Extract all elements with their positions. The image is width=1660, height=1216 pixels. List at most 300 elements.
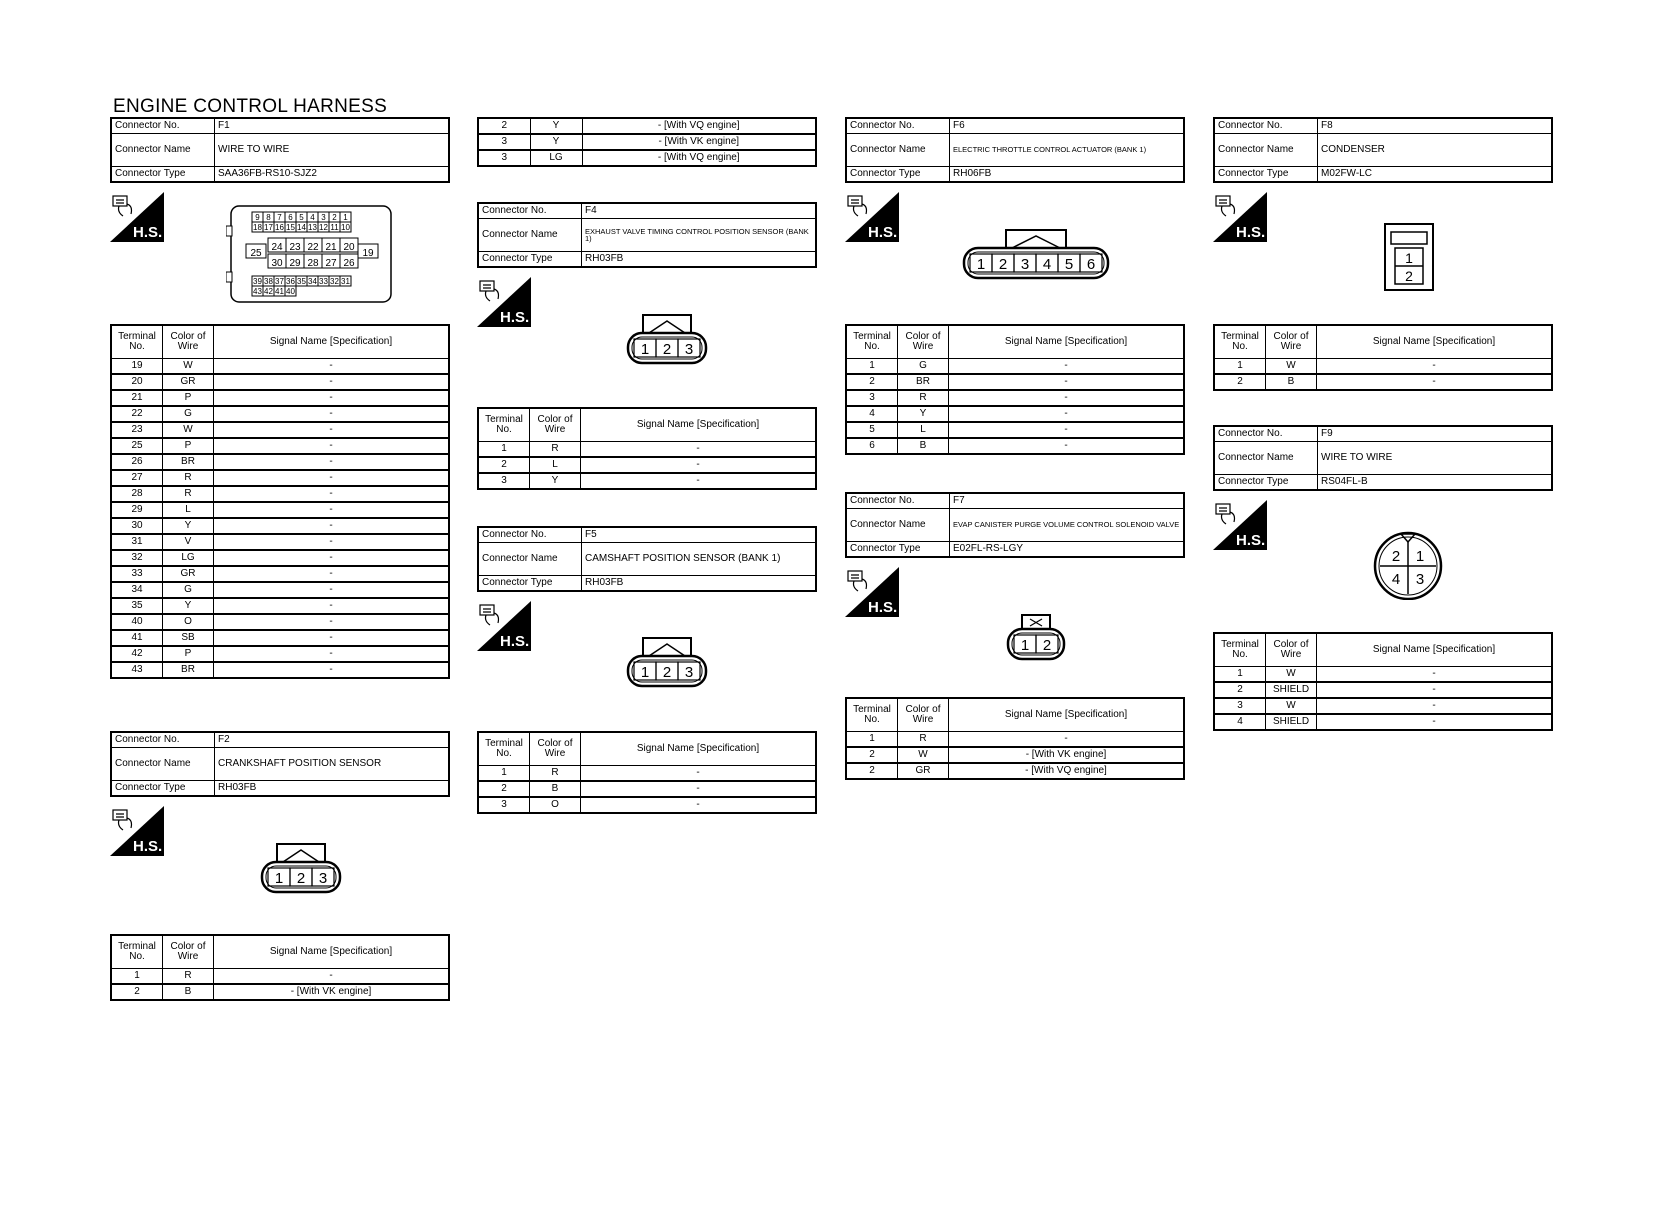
connector-f1-terminals: [110, 324, 450, 679]
connector-f4-info: [477, 202, 817, 268]
connector-f7-face: [1002, 607, 1082, 667]
pin-label: 2: [332, 213, 337, 222]
signal-name-cell: -: [214, 582, 450, 598]
signal-name-cell: -: [581, 797, 817, 813]
table-row: [1214, 714, 1552, 730]
connector-type-value: RH03FB: [582, 576, 817, 592]
connector-f1-info: [110, 117, 450, 183]
terminal-no-cell: 27: [111, 470, 163, 486]
pin-label: 42: [264, 287, 273, 296]
pin-label: 3: [684, 664, 694, 681]
pin-label: 40: [286, 287, 295, 296]
table-row: [111, 406, 449, 422]
hs-icon: [110, 806, 164, 856]
table-row: [846, 374, 1184, 390]
wire-color-cell: SB: [163, 630, 214, 646]
signal-header: Signal Name [Specification]: [1317, 633, 1553, 667]
connector-no-value: F4: [582, 203, 817, 219]
table-row: [111, 518, 449, 534]
signal-name-cell: -: [214, 374, 450, 390]
terminal-no-cell: 2: [478, 781, 530, 797]
color-header: Color of Wire: [163, 325, 214, 359]
hs-label: H.S.: [1236, 532, 1266, 549]
signal-name-cell: -: [214, 630, 450, 646]
signal-name-cell: -: [1317, 667, 1553, 683]
pin-label: 1: [274, 870, 284, 887]
connector-name-label: Connector Name: [1214, 134, 1318, 167]
connector-f4-terminals: [477, 407, 817, 490]
color-header: Color of Wire: [898, 698, 949, 732]
terminal-no-cell: 3: [846, 390, 898, 406]
terminal-no-cell: 1: [111, 969, 163, 985]
pin-label: 14: [297, 223, 306, 232]
pin-label: 2: [998, 256, 1008, 273]
connector-no-label: Connector No.: [846, 493, 950, 509]
terminal-no-cell: 20: [111, 374, 163, 390]
terminal-no-cell: 26: [111, 454, 163, 470]
connector-f9-face: [1370, 528, 1450, 600]
connector-no-label: Connector No.: [1214, 426, 1318, 442]
wire-color-cell: R: [163, 486, 214, 502]
signal-name-cell: -: [949, 374, 1185, 390]
table-row: [111, 422, 449, 438]
wire-color-cell: W: [163, 359, 214, 375]
pin-label: 33: [319, 277, 328, 286]
hs-icon: [477, 277, 531, 327]
signal-name-cell: -: [214, 969, 450, 985]
wire-color-cell: SHIELD: [1266, 714, 1317, 730]
connector-type-value: E02FL-RS-LGY: [950, 542, 1185, 558]
table-row: [111, 502, 449, 518]
pin-label: 4: [1391, 571, 1401, 588]
wire-color-cell: GR: [163, 374, 214, 390]
pin-label: 10: [341, 223, 350, 232]
pin-label: 16: [275, 223, 284, 232]
connector-no-label: Connector No.: [111, 732, 215, 748]
pin-label: 1: [1415, 548, 1425, 565]
wire-color-cell: GR: [163, 566, 214, 582]
signal-name-cell: -: [949, 359, 1185, 375]
signal-name-cell: -: [949, 422, 1185, 438]
table-row: [111, 630, 449, 646]
terminal-no-cell: 1: [1214, 667, 1266, 683]
connector-type-label: Connector Type: [846, 167, 950, 183]
hs-icon: [845, 192, 899, 242]
signal-header: Signal Name [Specification]: [1317, 325, 1553, 359]
signal-name-cell: -: [214, 406, 450, 422]
terminal-no-cell: 2: [1214, 374, 1266, 390]
terminal-no-cell: 2: [111, 984, 163, 1000]
wire-color-cell: B: [1266, 374, 1317, 390]
wire-color-cell: G: [163, 406, 214, 422]
connector-no-value: F7: [950, 493, 1185, 509]
terminal-no-cell: 35: [111, 598, 163, 614]
pin-label: 24: [271, 242, 283, 253]
wire-color-cell: R: [530, 766, 581, 782]
table-row: [111, 390, 449, 406]
connector-no-value: F2: [215, 732, 450, 748]
wire-color-cell: W: [898, 747, 949, 763]
pin-label: 19: [362, 248, 374, 259]
signal-name-cell: -: [214, 438, 450, 454]
connector-name-label: Connector Name: [111, 748, 215, 781]
terminal-no-cell: 1: [478, 442, 530, 458]
pin-label: 34: [308, 277, 317, 286]
wire-color-cell: P: [163, 438, 214, 454]
terminal-no-header: Terminal No.: [846, 325, 898, 359]
connector-f8-terminals: [1213, 324, 1553, 391]
pin-label: 17: [264, 223, 273, 232]
wire-color-cell: LG: [530, 150, 582, 166]
table-row: [111, 969, 449, 985]
pin-label: 11: [330, 223, 339, 232]
terminal-no-cell: 25: [111, 438, 163, 454]
terminal-no-cell: 4: [846, 406, 898, 422]
terminal-no-cell: 6: [846, 438, 898, 454]
terminal-no-cell: 29: [111, 502, 163, 518]
wire-color-cell: Y: [530, 118, 582, 134]
connector-f5-info: [477, 526, 817, 592]
wire-color-cell: O: [530, 797, 581, 813]
connector-type-value: RH03FB: [582, 252, 817, 268]
connector-f5-terminals: [477, 731, 817, 814]
color-header: Color of Wire: [1266, 633, 1317, 667]
terminal-no-header: Terminal No.: [1214, 633, 1266, 667]
terminal-no-cell: 1: [1214, 359, 1266, 375]
table-row: [111, 454, 449, 470]
terminal-no-header: Terminal No.: [111, 935, 163, 969]
signal-name-cell: - [With VK engine]: [214, 984, 450, 1000]
connector-name-value: EVAP CANISTER PURGE VOLUME CONTROL SOLENOID VALVE: [950, 509, 1185, 542]
pin-label: 1: [640, 664, 650, 681]
wire-color-cell: Y: [898, 406, 949, 422]
connector-type-label: Connector Type: [111, 781, 215, 797]
table-row: [1214, 374, 1552, 390]
hs-icon: [477, 601, 531, 651]
terminal-no-header: Terminal No.: [1214, 325, 1266, 359]
terminal-no-header: Terminal No.: [478, 408, 530, 442]
terminal-no-cell: 2: [478, 457, 530, 473]
hs-label: H.S.: [500, 633, 530, 650]
signal-header: Signal Name [Specification]: [949, 698, 1185, 732]
color-header: Color of Wire: [1266, 325, 1317, 359]
terminal-no-cell: 43: [111, 662, 163, 678]
connector-f9-terminals: [1213, 632, 1553, 731]
pin-label: 2: [296, 870, 306, 887]
table-row: [478, 797, 816, 813]
wire-color-cell: P: [163, 390, 214, 406]
pin-label: 43: [253, 287, 262, 296]
connector-no-label: Connector No.: [1214, 118, 1318, 134]
connector-no-value: F1: [215, 118, 450, 134]
terminal-no-cell: 34: [111, 582, 163, 598]
connector-name-label: Connector Name: [846, 509, 950, 542]
wire-color-cell: L: [898, 422, 949, 438]
signal-name-cell: -: [214, 486, 450, 502]
table-row: [111, 534, 449, 550]
pin-label: 1: [343, 213, 348, 222]
signal-name-cell: - [With VQ engine]: [949, 763, 1185, 779]
connector-type-label: Connector Type: [478, 576, 582, 592]
pin-label: 22: [307, 242, 319, 253]
connector-name-label: Connector Name: [478, 543, 582, 576]
pin-label: 2: [1405, 268, 1413, 284]
pin-label: 15: [286, 223, 295, 232]
signal-name-cell: -: [214, 550, 450, 566]
table-row: [478, 134, 816, 150]
terminal-no-cell: 22: [111, 406, 163, 422]
connector-no-value: F6: [950, 118, 1185, 134]
table-row: [846, 390, 1184, 406]
table-row: [111, 486, 449, 502]
hs-label: H.S.: [868, 599, 898, 616]
table-row: [478, 781, 816, 797]
connector-f2-terminals: [110, 934, 450, 1001]
signal-name-cell: -: [581, 442, 817, 458]
connector-name-value: CONDENSER: [1318, 134, 1553, 167]
hs-label: H.S.: [133, 838, 163, 855]
connector-name-value: EXHAUST VALVE TIMING CONTROL POSITION SENSOR (BANK 1): [582, 219, 817, 252]
signal-name-cell: -: [214, 566, 450, 582]
wire-color-cell: BR: [163, 662, 214, 678]
signal-header: Signal Name [Specification]: [581, 732, 817, 766]
pin-label: 1: [1405, 250, 1413, 266]
terminal-no-cell: 23: [111, 422, 163, 438]
signal-name-cell: - [With VK engine]: [582, 134, 816, 150]
connector-type-label: Connector Type: [846, 542, 950, 558]
connector-type-label: Connector Type: [1214, 475, 1318, 491]
terminal-no-cell: 40: [111, 614, 163, 630]
connector-f6-face: [958, 226, 1128, 286]
table-row: [478, 473, 816, 489]
pin-label: 26: [343, 258, 355, 269]
table-row: [111, 470, 449, 486]
signal-name-cell: -: [949, 406, 1185, 422]
pin-label: 3: [318, 870, 328, 887]
signal-name-cell: - [With VQ engine]: [582, 150, 816, 166]
signal-name-cell: -: [214, 518, 450, 534]
terminal-no-cell: 2: [846, 374, 898, 390]
pin-label: 2: [662, 664, 672, 681]
connector-f6-info: [845, 117, 1185, 183]
signal-name-cell: -: [1317, 714, 1553, 730]
connector-type-value: RH03FB: [215, 781, 450, 797]
pin-label: 2: [662, 341, 672, 358]
signal-header: Signal Name [Specification]: [214, 325, 450, 359]
signal-header: Signal Name [Specification]: [949, 325, 1185, 359]
signal-name-cell: -: [949, 438, 1185, 454]
wire-color-cell: O: [163, 614, 214, 630]
pin-label: 39: [253, 277, 262, 286]
wire-color-cell: BR: [898, 374, 949, 390]
pin-label: 23: [289, 242, 301, 253]
signal-name-cell: -: [214, 662, 450, 678]
connector-f2-face: [256, 840, 356, 900]
pin-label: 31: [341, 277, 350, 286]
connector-no-label: Connector No.: [846, 118, 950, 134]
wire-color-cell: W: [1266, 698, 1317, 714]
pin-label: 6: [288, 213, 293, 222]
table-row: [111, 614, 449, 630]
connector-type-label: Connector Type: [478, 252, 582, 268]
wire-color-cell: B: [530, 781, 581, 797]
terminal-no-cell: 2: [846, 747, 898, 763]
wire-color-cell: B: [163, 984, 214, 1000]
pin-label: 2: [1042, 637, 1052, 654]
wire-color-cell: SHIELD: [1266, 682, 1317, 698]
pin-label: 21: [325, 242, 337, 253]
signal-header: Signal Name [Specification]: [581, 408, 817, 442]
hs-label: H.S.: [133, 224, 163, 241]
connector-name-label: Connector Name: [1214, 442, 1318, 475]
connector-name-value: CAMSHAFT POSITION SENSOR (BANK 1): [582, 543, 817, 576]
wire-color-cell: W: [163, 422, 214, 438]
connector-no-value: F8: [1318, 118, 1553, 134]
pin-label: 3: [1020, 256, 1030, 273]
terminal-no-cell: 28: [111, 486, 163, 502]
connector-name-label: Connector Name: [846, 134, 950, 167]
wire-color-cell: R: [898, 732, 949, 748]
terminal-no-cell: 19: [111, 359, 163, 375]
signal-name-cell: -: [214, 359, 450, 375]
terminal-no-cell: 32: [111, 550, 163, 566]
pin-label: 4: [1042, 256, 1052, 273]
terminal-no-header: Terminal No.: [846, 698, 898, 732]
table-row: [478, 118, 816, 134]
terminal-no-cell: 30: [111, 518, 163, 534]
hs-label: H.S.: [1236, 224, 1266, 241]
connector-type-value: RH06FB: [950, 167, 1185, 183]
terminal-no-cell: 2: [478, 118, 530, 134]
terminal-no-cell: 41: [111, 630, 163, 646]
signal-name-cell: -: [581, 473, 817, 489]
hs-label: H.S.: [500, 309, 530, 326]
signal-name-cell: -: [214, 502, 450, 518]
signal-header: Signal Name [Specification]: [214, 935, 450, 969]
table-row: [846, 438, 1184, 454]
terminal-no-cell: 21: [111, 390, 163, 406]
table-row: [1214, 667, 1552, 683]
connector-f8-info: [1213, 117, 1553, 183]
signal-name-cell: -: [214, 470, 450, 486]
pin-label: 38: [264, 277, 273, 286]
signal-name-cell: -: [214, 422, 450, 438]
wire-color-cell: L: [163, 502, 214, 518]
signal-name-cell: -: [214, 598, 450, 614]
wire-color-cell: BR: [163, 454, 214, 470]
terminal-no-cell: 3: [478, 150, 530, 166]
table-row: [1214, 698, 1552, 714]
signal-name-cell: -: [214, 646, 450, 662]
hs-label: H.S.: [868, 224, 898, 241]
table-row: [111, 359, 449, 375]
page-title: ENGINE CONTROL HARNESS: [113, 96, 388, 117]
pin-label: 30: [271, 258, 283, 269]
connector-f5-face: [622, 634, 722, 694]
connector-no-value: F9: [1318, 426, 1553, 442]
pin-label: 5: [299, 213, 304, 222]
connector-no-label: Connector No.: [478, 527, 582, 543]
pin-label: 3: [321, 213, 326, 222]
pin-label: 29: [289, 258, 301, 269]
signal-name-cell: -: [949, 732, 1185, 748]
connector-name-value: WIRE TO WIRE: [1318, 442, 1553, 475]
connector-name-value: WIRE TO WIRE: [215, 134, 450, 167]
connector-f2-terminals-continued: [477, 117, 817, 167]
pin-label: 41: [275, 287, 284, 296]
pin-label: 28: [307, 258, 319, 269]
signal-name-cell: -: [581, 781, 817, 797]
pin-label: 32: [330, 277, 339, 286]
table-row: [478, 442, 816, 458]
color-header: Color of Wire: [163, 935, 214, 969]
connector-f8-face: [1380, 220, 1440, 296]
table-row: [111, 984, 449, 1000]
terminal-no-cell: 1: [846, 732, 898, 748]
table-row: [846, 359, 1184, 375]
wire-color-cell: Y: [163, 598, 214, 614]
pin-label: 3: [684, 341, 694, 358]
table-row: [846, 747, 1184, 763]
wire-color-cell: R: [898, 390, 949, 406]
signal-name-cell: -: [581, 457, 817, 473]
connector-type-label: Connector Type: [111, 167, 215, 183]
terminal-no-cell: 42: [111, 646, 163, 662]
pin-label: 1: [1020, 637, 1030, 654]
pin-label: 1: [640, 341, 650, 358]
signal-name-cell: -: [214, 454, 450, 470]
connector-name-value: ELECTRIC THROTTLE CONTROL ACTUATOR (BANK 1): [950, 134, 1185, 167]
wire-color-cell: Y: [530, 134, 582, 150]
connector-type-label: Connector Type: [1214, 167, 1318, 183]
color-header: Color of Wire: [530, 732, 581, 766]
signal-name-cell: -: [581, 766, 817, 782]
table-row: [478, 457, 816, 473]
table-row: [111, 582, 449, 598]
terminal-no-cell: 2: [1214, 682, 1266, 698]
connector-f4-face: [622, 311, 722, 371]
connector-name-label: Connector Name: [111, 134, 215, 167]
wire-color-cell: LG: [163, 550, 214, 566]
signal-name-cell: -: [1317, 682, 1553, 698]
terminal-no-header: Terminal No.: [478, 732, 530, 766]
pin-label: 3: [1415, 571, 1425, 588]
connector-type-value: RS04FL-B: [1318, 475, 1553, 491]
wire-color-cell: G: [898, 359, 949, 375]
connector-name-value: CRANKSHAFT POSITION SENSOR: [215, 748, 450, 781]
pin-label: 4: [310, 213, 315, 222]
signal-name-cell: -: [1317, 698, 1553, 714]
pin-label: 27: [325, 258, 337, 269]
table-row: [846, 422, 1184, 438]
terminal-no-cell: 1: [846, 359, 898, 375]
table-row: [111, 662, 449, 678]
terminal-no-cell: 3: [478, 473, 530, 489]
signal-name-cell: -: [949, 390, 1185, 406]
connector-f9-info: [1213, 425, 1553, 491]
pin-label: 7: [277, 213, 282, 222]
table-row: [846, 406, 1184, 422]
wire-color-cell: R: [163, 470, 214, 486]
connector-type-value: SAA36FB-RS10-SJZ2: [215, 167, 450, 183]
table-row: [846, 732, 1184, 748]
table-row: [478, 766, 816, 782]
connector-no-label: Connector No.: [478, 203, 582, 219]
pin-label: 18: [253, 223, 262, 232]
pin-label: 13: [308, 223, 317, 232]
signal-name-cell: - [With VK engine]: [949, 747, 1185, 763]
terminal-no-cell: 3: [478, 134, 530, 150]
